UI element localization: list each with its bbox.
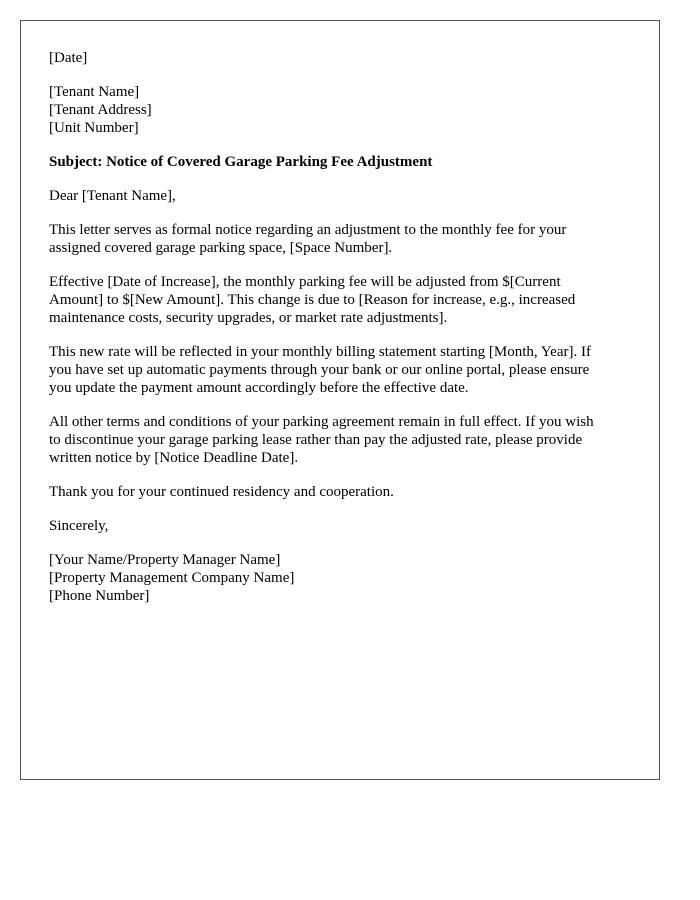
paragraph-line: maintenance costs, security upgrades, or market rate adjustments]. (49, 310, 448, 326)
salutation-text: Dear [Tenant Name], (49, 188, 176, 204)
paragraph-line: Thank you for your continued residency and cooperation. (49, 484, 394, 500)
date-text: [Date] (49, 50, 88, 66)
recipient-block (49, 83, 637, 137)
paragraph-line: you have set up automatic payments through your bank or our online portal, please ensure (49, 362, 590, 378)
salutation (49, 187, 637, 205)
paragraph-line: Amount] to $[New Amount]. This change is due to [Reason for increase, e.g., increased (49, 292, 576, 308)
letter-page (20, 20, 660, 780)
paragraph-5 (49, 483, 637, 501)
closing-text: Sincerely, (49, 518, 109, 534)
paragraph-2 (49, 273, 637, 327)
signature-company: [Property Management Company Name] (49, 570, 295, 586)
paragraph-line: All other terms and conditions of your parking agreement remain in full effect. If you wish (49, 414, 594, 430)
recipient-name: [Tenant Name] (49, 84, 140, 100)
paragraph-line: you update the payment amount accordingly before the effective date. (49, 380, 469, 396)
signature-phone: [Phone Number] (49, 588, 150, 604)
signature-name: [Your Name/Property Manager Name] (49, 552, 281, 568)
letter-body (49, 49, 637, 621)
paragraph-line: to discontinue your garage parking lease rather than pay the adjusted rate, please provide (49, 432, 583, 448)
closing (49, 517, 637, 535)
letter-date (49, 49, 637, 67)
paragraph-line: This letter serves as formal notice regarding an adjustment to the monthly fee for your (49, 222, 567, 238)
paragraph-line: written notice by [Notice Deadline Date]. (49, 450, 299, 466)
paragraph-1 (49, 221, 637, 257)
subject-line (49, 153, 637, 171)
paragraph-line: assigned covered garage parking space, [Space Number]. (49, 240, 393, 256)
signature-block (49, 551, 637, 605)
paragraph-line: This new rate will be reflected in your monthly billing statement starting [Month, Year]. If (49, 344, 591, 360)
subject-text: Subject: Notice of Covered Garage Parking Fee Adjustment (49, 154, 433, 170)
recipient-address: [Tenant Address] (49, 102, 152, 118)
paragraph-4 (49, 413, 637, 467)
recipient-unit: [Unit Number] (49, 120, 139, 136)
paragraph-3 (49, 343, 637, 397)
paragraph-line: Effective [Date of Increase], the monthly parking fee will be adjusted from $[Current (49, 274, 561, 290)
